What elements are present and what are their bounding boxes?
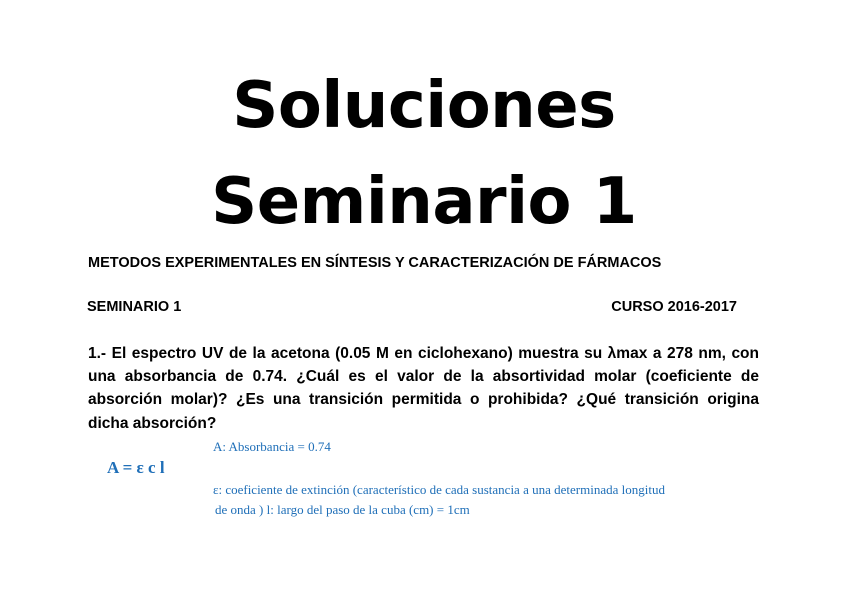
course-year: CURSO 2016-2017: [611, 299, 737, 315]
seminar-label: SEMINARIO 1: [87, 299, 182, 315]
path-length-note: de onda ) l: largo del paso de la cuba (cm) = 1cm: [215, 502, 470, 517]
page-title-line-1: Soluciones: [232, 69, 616, 143]
page-title-line-2: Seminario 1: [211, 165, 637, 239]
beer-lambert-formula: A = ε c l: [107, 458, 165, 477]
course-name: METODOS EXPERIMENTALES EN SÍNTESIS Y CARACTERIZACIÓN DE FÁRMACOS: [88, 255, 662, 271]
absorbance-note: A: Absorbancia = 0.74: [213, 439, 331, 454]
extinction-coefficient-note: ε: coeficiente de extinción (característico de cada sustancia a una determinada longitud: [213, 482, 665, 497]
question-1-text: 1.- El espectro UV de la acetona (0.05 M en ciclohexano) muestra su λmax a 278 nm, con una absorbancia de 0.74. ¿Cuál es el valor de la absortividad molar (coeficiente de absorción molar)? ¿Es una transición permitida o prohibida? ¿Qué transición origina dicha absorción?: [88, 345, 759, 432]
